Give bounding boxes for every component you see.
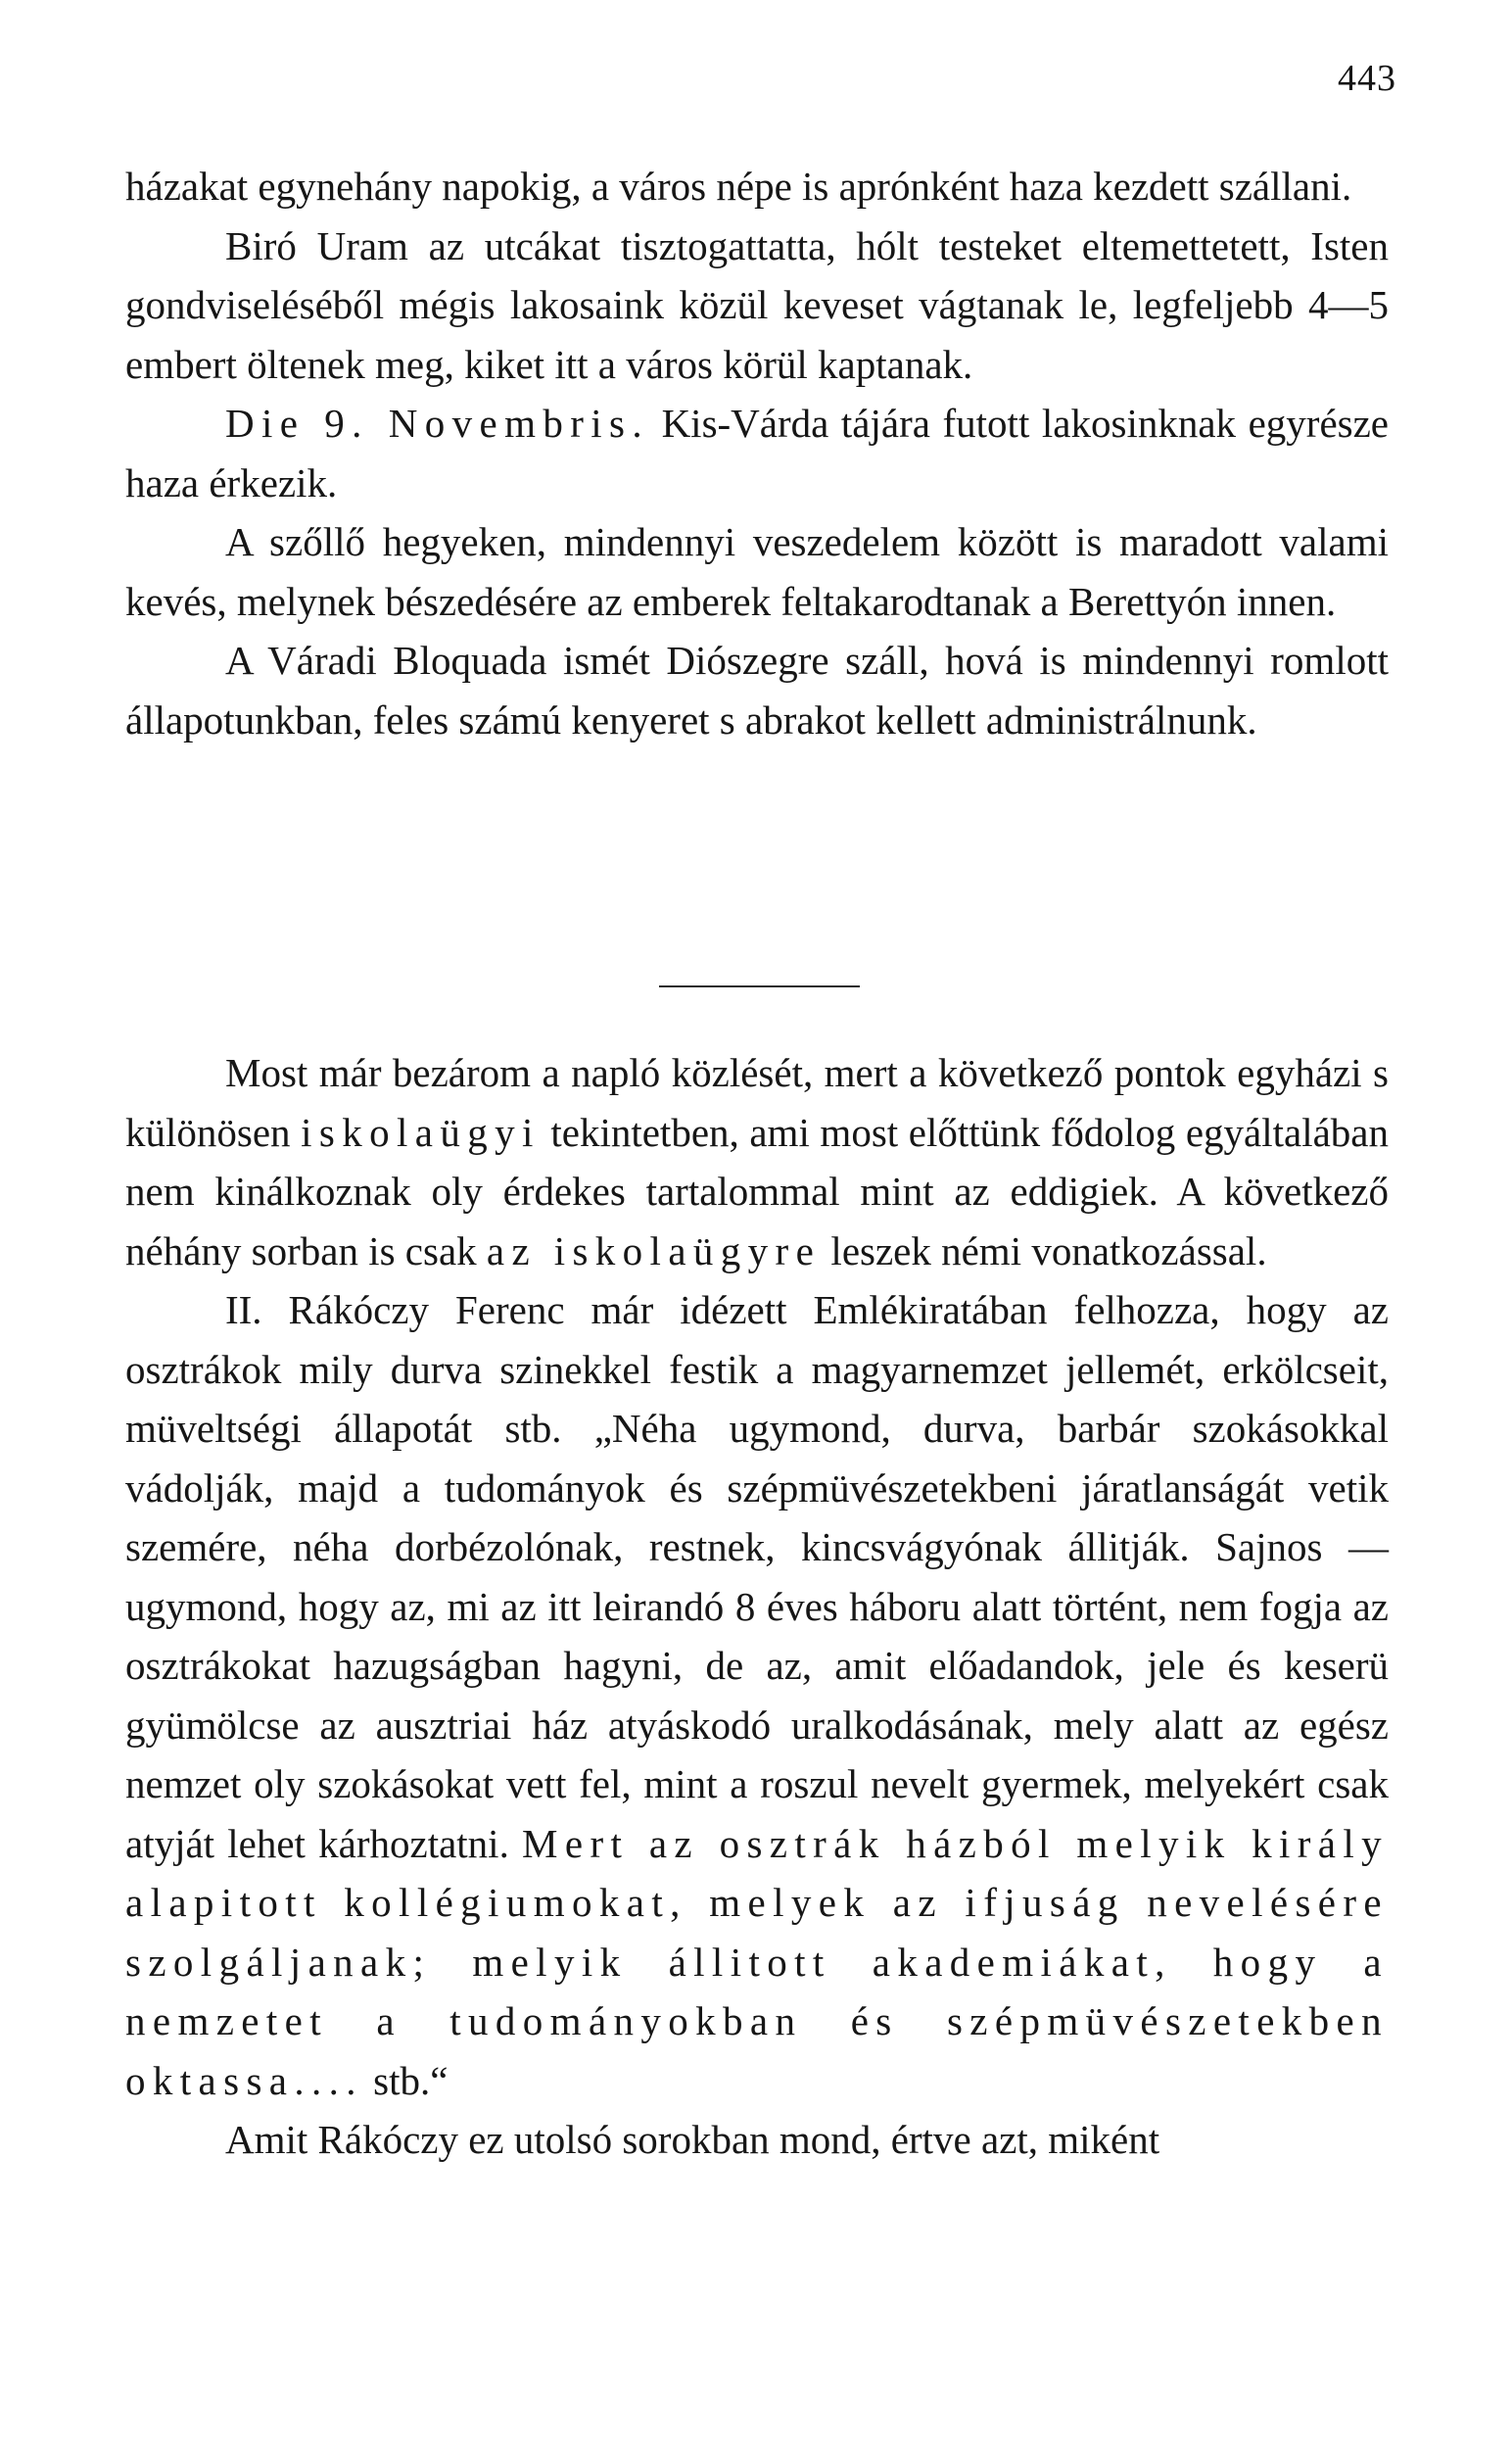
section-separator bbox=[659, 985, 860, 987]
spaced-emphasis: Mert az osztrák házból melyik király alapitott kollégiumokat, melyek az ifjuság nevelésére szolgáljanak; melyik állitott akademiákat, hogy a nemzetet a tudományokban és szépmüvészetekben oktassa.... bbox=[125, 1820, 1389, 2103]
text-run: Biró Uram az utcákat tisztogattatta, hólt testeket eltemettetett, Isten gondviseléséből mégis lakosaink közül keveset vágtanak le, legfeljebb 4—5 embert öltenek meg, kiket itt a város körül kaptanak. bbox=[125, 222, 1389, 387]
text-run: tekintetben, ami most előttünk fődolog egyáltalában nem kinálkoznak oly érdekes tartalommal mint az eddigiek. A következő néhány sorban is csak bbox=[125, 1109, 1390, 1273]
text-run: Amit Rákóczy ez utolsó sorokban mond, értve azt, miként bbox=[225, 2117, 1160, 2162]
text-run: A szőllő hegyeken, mindennyi veszedelem között is maradott valami kevés, melynek bészedésére az emberek feltakarodtanak a Berettyón innen. bbox=[125, 519, 1389, 624]
paragraph bbox=[125, 512, 1389, 631]
text-run: Most már bezárom a napló közlését, mert a következő pontok egyházi s különösen bbox=[125, 1050, 1389, 1155]
paragraph bbox=[125, 2110, 1389, 2170]
text-run: A Váradi Bloquada ismét Diószegre száll, hová is mindennyi romlott állapotunkban, feles számú kenyeret s abrakot kellett administrálnunk. bbox=[125, 638, 1389, 743]
page-number: 443 bbox=[1338, 58, 1396, 99]
spaced-emphasis: az iskolaügyre bbox=[486, 1227, 822, 1273]
text-run: leszek némi vonatkozással. bbox=[821, 1227, 1267, 1273]
paragraph bbox=[125, 394, 1389, 512]
paragraph bbox=[125, 157, 1389, 216]
spaced-emphasis: iskolaügyi bbox=[301, 1109, 541, 1155]
commentary-section bbox=[125, 1043, 1389, 2170]
text-run: II. Rákóczy Ferenc már idézett Emlékiratában felhozza, hogy az osztrákok mily durva szinekkel festik a magyarnemzet jellemét, erkölcseit, müveltségi állapotát stb. „Néha ugymond, durva, barbár szokásokkal vádolják, majd a tudományok és szépmüvészetekbeni járatlanságát vetik szemére, néha dorbézolónak, restnek, kincsvágyónak állitják. Sajnos — ugymond, hogy az, mi az itt leirandó 8 éves háboru alatt történt, nem fogja az osztrákokat hazugságban hagyni, de az, amit előadandok, jele és keserü gyümölcse az ausztriai ház atyáskodó uralkodásának, mely alatt az egész nemzet oly szokásokat vett fel, mint a roszul nevelt gyermek, melyekért csak atyját lehet kárhoztatni. bbox=[125, 1287, 1389, 1866]
text-run: stb.“ bbox=[362, 2057, 449, 2103]
text-run: Kis-Várda tájára futott lakosinknak egyrésze haza érkezik. bbox=[125, 401, 1390, 505]
text-run: házakat egynehány napokig, a város népe is aprónként haza kezdett szállani. bbox=[125, 164, 1352, 209]
spaced-emphasis: Die 9. Novembris. bbox=[225, 401, 649, 446]
paragraph bbox=[125, 1280, 1389, 2110]
paragraph bbox=[125, 216, 1389, 395]
paragraph bbox=[125, 631, 1389, 749]
paragraph bbox=[125, 1043, 1389, 1280]
diary-excerpt bbox=[125, 157, 1389, 749]
